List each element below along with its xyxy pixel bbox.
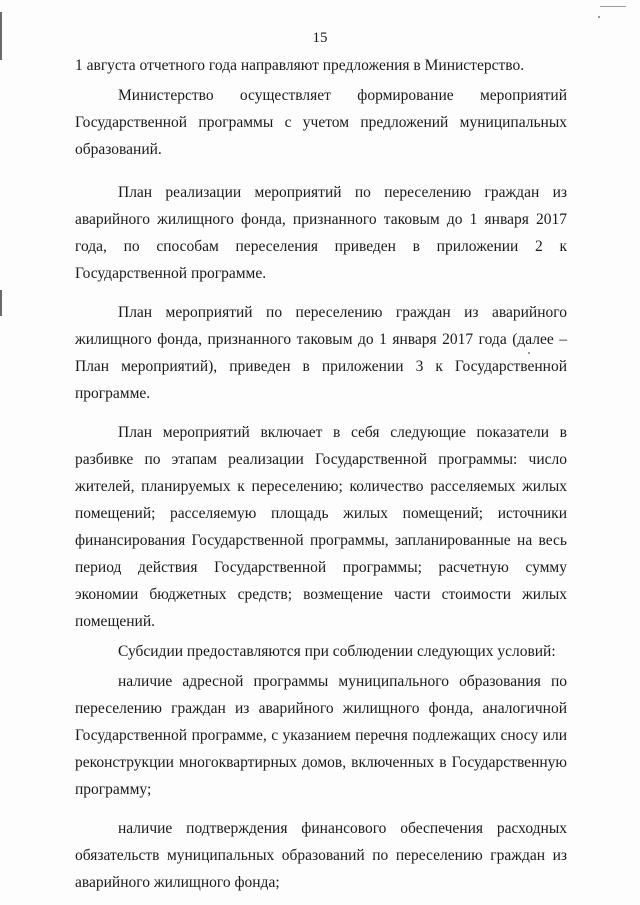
paragraph-ministry-formation: Министерство осуществляет формирование мероприятий Государственной программы с учетом предложений муниципальных образований. — [75, 87, 567, 158]
paragraph-measures-plan: План мероприятий по переселению граждан из аварийного жилищного фонда, признанного таковым до 1 января 2017 года (далее – План мероприятий), приведен в приложении 3 к Государственной программе. — [75, 304, 567, 402]
scan-artifact-line — [600, 6, 626, 7]
scan-speck — [598, 16, 600, 18]
paragraph-subsidy-conditions: Субсидии предоставляются при соблюдении следующих условий: — [118, 643, 556, 660]
scan-edge-mark — [0, 290, 2, 316]
page-number: 15 — [312, 30, 328, 46]
paragraph-plan-indicators: План мероприятий включает в себя следующие показатели в разбивке по этапам реализации Государственной программы: число жителей, планируемых к переселению; количество расселяемых жилых помещений; расселяемую площадь жилых помещений; источники финансирования Государственной программы, запланированные на весь период действия Государственной программы; расчетную сумму экономии бюджетных средств; возмещение части стоимости жилых помещений. — [75, 424, 567, 630]
document-body — [75, 52, 567, 896]
paragraph-continuation: 1 августа отчетного года направляют предложения в Министерство. — [75, 57, 525, 74]
paragraph-condition-financing: наличие подтверждения финансового обеспечения расходных обязательств муниципальных образований по переселению граждан из аварийного жилищного фонда; — [75, 820, 567, 891]
paragraph-condition-address-program: наличие адресной программы муниципального образования по переселению граждан из аварийного жилищного фонда, аналогичной Государственной программе, с указанием перечня подлежащих сносу или реконструкции многоквартирных домов, включенных в Государственную программу; — [75, 673, 567, 798]
paragraph-implementation-plan: План реализации мероприятий по переселению граждан из аварийного жилищного фонда, признанного таковым до 1 января 2017 года, по способам переселения приведен в приложении 2 к Государственной программе. — [75, 184, 567, 282]
